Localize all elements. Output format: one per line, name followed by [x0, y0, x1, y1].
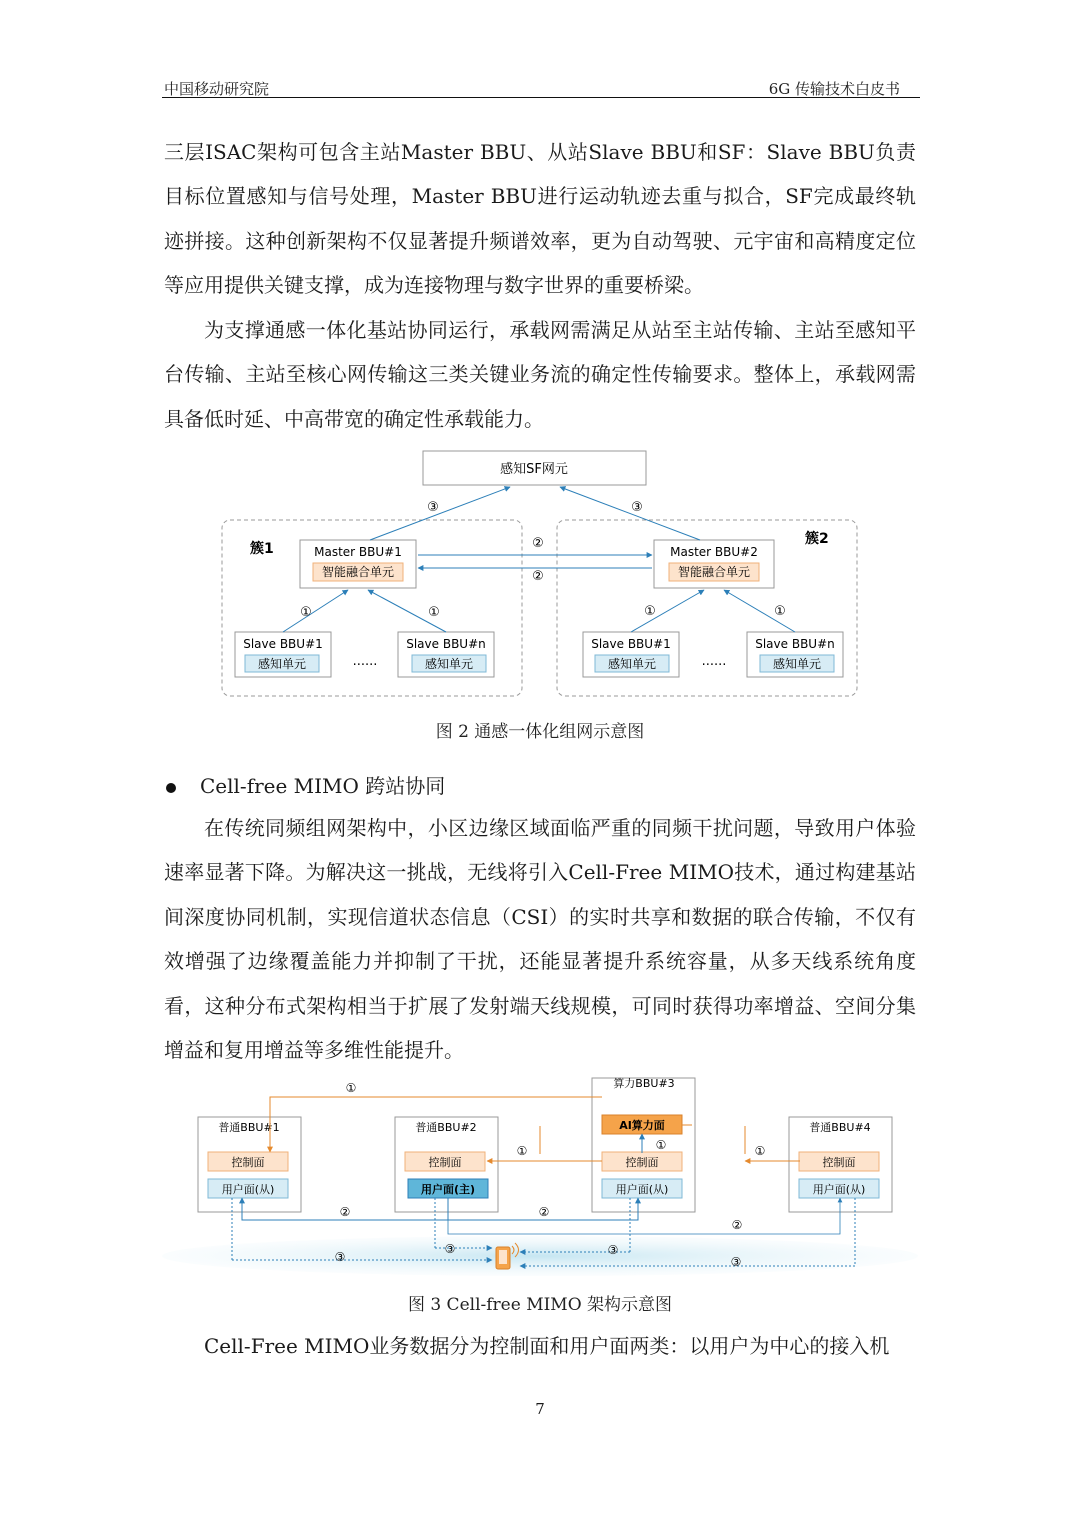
- bbu3-ctrl-label: 控制面: [625, 1156, 659, 1169]
- bbu1-ctrl-label: 控制面: [231, 1156, 265, 1169]
- cluster2-label: 簇2: [805, 531, 829, 547]
- master2-label: Master BBU#2: [670, 545, 758, 559]
- f3-num-2c: ②: [731, 1218, 743, 1232]
- paragraph-cellfree: 在传统同频组网架构中，小区边缘区域面临严重的同频干扰问题，导致用户体验速率显著下降。为解决这一挑战，无线将引入Cell-Free MIMO技术，通过构建基站间深度协同机制，实现信道状态信息（CSI）的实时共享和数据的联合传输，不仅有效增强了边缘覆盖能力并抑制了干扰，还能显著提升系统容量，从多天线系统角度看，这种分布式架构相当于扩展了发射端天线规模，可同时获得功率增益、空间分集增益和复用增益等多维性能提升。: [164, 816, 916, 1063]
- c2-dots: ......: [701, 654, 727, 669]
- header-rule: [162, 97, 920, 98]
- f3-num-3a: ③: [334, 1250, 346, 1264]
- f3-num-2a: ②: [339, 1205, 351, 1219]
- figure2-caption: 图 2 通感一体化组网示意图: [435, 722, 645, 742]
- c2-slave1-label: Slave BBU#1: [591, 637, 671, 651]
- bbu1-label: 普通BBU#1: [218, 1121, 280, 1134]
- f3-num-3b: ③: [444, 1242, 456, 1256]
- c1-slave1-label: Slave BBU#1: [243, 637, 323, 651]
- header-right: 6G 传输技术白皮书: [768, 80, 900, 98]
- f3-num-1-top: ①: [345, 1081, 357, 1095]
- f3-num-2b: ②: [538, 1205, 550, 1219]
- f2-num-2b: ②: [532, 569, 544, 584]
- f3-num-3d: ③: [730, 1255, 742, 1269]
- f2-num-3b: ③: [631, 500, 643, 515]
- f3-num-1-right: ①: [754, 1144, 766, 1158]
- header-left: 中国移动研究院: [164, 80, 270, 98]
- coverage-cloud: [162, 1236, 918, 1276]
- c1-slaven-label: Slave BBU#n: [406, 637, 486, 651]
- f2-num-1d: ①: [774, 604, 786, 619]
- figure-isac-network: [210, 445, 870, 705]
- bbu2-label: 普通BBU#2: [415, 1121, 477, 1134]
- c2-slaven-sense-label: 感知单元: [772, 657, 822, 671]
- bbu3-label: 算力BBU#3: [613, 1077, 675, 1090]
- bbu2-user-master-label: 用户面(主): [420, 1183, 476, 1196]
- figure-cellfree-mimo: [160, 1070, 920, 1280]
- bullet-text: Cell-free MIMO 跨站协同: [200, 774, 446, 798]
- master2-fusion-label: 智能融合单元: [677, 565, 751, 579]
- master1-label: Master BBU#1: [314, 545, 402, 559]
- paragraph-isac: 三层ISAC架构可包含主站Master BBU、从站Slave BBU和SF：Slave BBU负责目标位置感知与信号处理，Master BBU进行运动轨迹去重与拟合，SF完成最终轨迹拼接。这种创新架构不仅显著提升频谱效率，更为自动驾驶、元宇宙和高精度定位等应用提供关键支撑，成为连接物理与数字世界的重要桥梁。: [164, 140, 916, 298]
- bbu4-user-label: 用户面(从): [812, 1183, 866, 1196]
- paragraph-bearer: 为支撑通感一体化基站协同运行，承载网需满足从站至主站传输、主站至感知平台传输、主站至核心网传输这三类关键业务流的确定性传输要求。整体上，承载网需具备低时延、中高带宽的确定性承载能力。: [164, 318, 916, 431]
- bbu4-label: 普通BBU#4: [809, 1121, 871, 1134]
- page-number: 7: [535, 1400, 545, 1418]
- master1-fusion-label: 智能融合单元: [321, 565, 395, 579]
- c2-slave1-sense-label: 感知单元: [607, 657, 657, 671]
- f2-num-1a: ①: [300, 605, 312, 620]
- f3-num-3c: ③: [607, 1243, 619, 1257]
- sf-label: 感知SF网元: [500, 462, 568, 477]
- f2-num-2a: ②: [532, 536, 544, 551]
- f3-num-1-mid: ①: [516, 1144, 528, 1158]
- c1-slave1-sense-label: 感知单元: [257, 657, 307, 671]
- bbu2-ctrl-label: 控制面: [428, 1156, 462, 1169]
- f3-num-1-ai: ①: [655, 1138, 667, 1152]
- f2-num-3a: ③: [427, 500, 439, 515]
- bbu3-ai-label: AI算力面: [619, 1119, 665, 1132]
- f2-num-1c: ①: [644, 604, 656, 619]
- paragraph-cellfree-data: Cell-Free MIMO业务数据分为控制面和用户面两类：以用户为中心的接入机: [204, 1334, 890, 1358]
- figure3-caption: 图 3 Cell-free MIMO 架构示意图: [407, 1295, 673, 1315]
- c1-dots: ......: [352, 654, 378, 669]
- f2-num-1b: ①: [428, 605, 440, 620]
- bbu3-user-label: 用户面(从): [615, 1183, 669, 1196]
- bbu4-ctrl-label: 控制面: [822, 1156, 856, 1169]
- bullet-cellfree: [166, 770, 445, 799]
- c2-slaven-label: Slave BBU#n: [755, 637, 835, 651]
- cluster1-label: 簇1: [250, 541, 274, 557]
- bbu1-user-label: 用户面(从): [221, 1183, 275, 1196]
- c1-slaven-sense-label: 感知单元: [424, 657, 474, 671]
- bullet-dot-icon: [166, 783, 176, 793]
